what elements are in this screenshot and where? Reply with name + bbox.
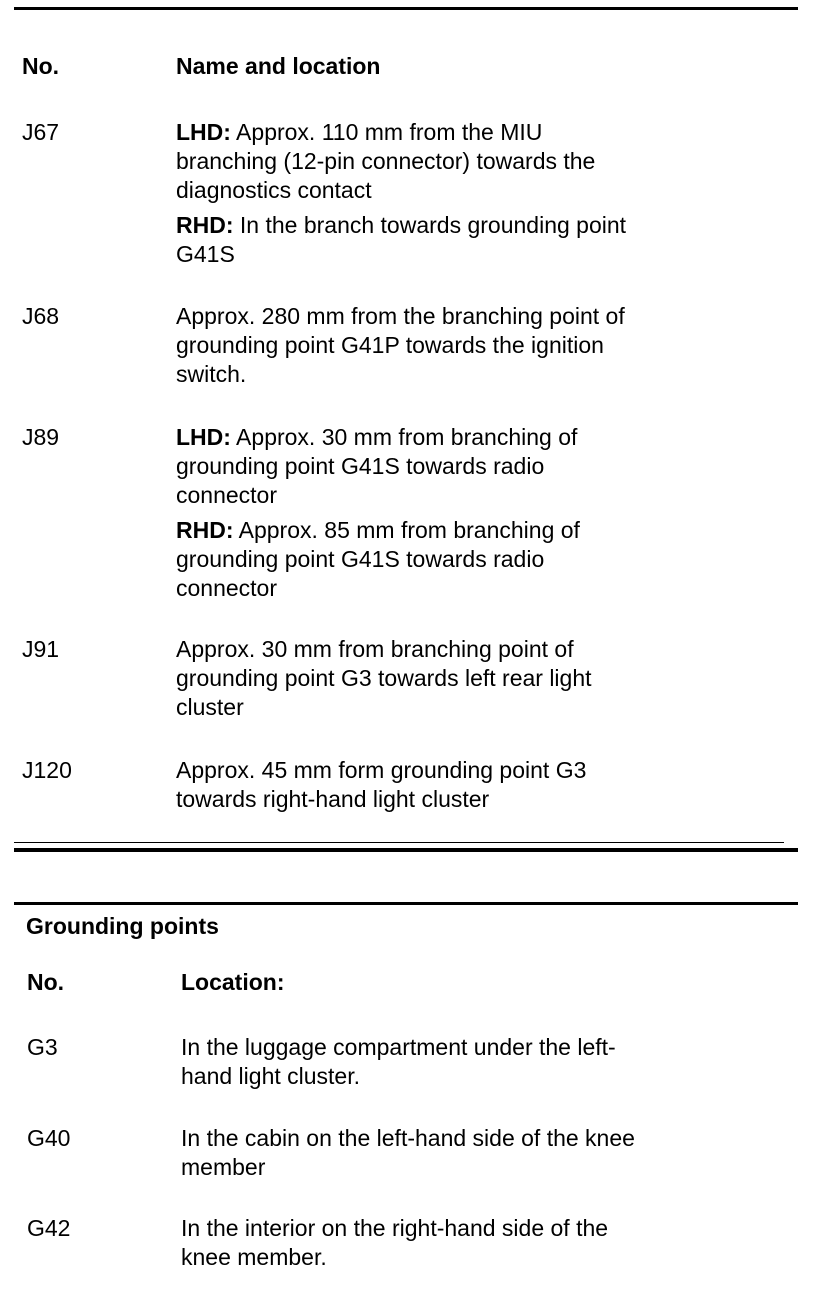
row-j67-lhd-line-3: diagnostics contact: [176, 177, 372, 203]
row-j91-line-3: cluster: [176, 694, 244, 720]
row-j67-rhd-line-1: RHD: In the branch towards grounding point: [176, 212, 627, 238]
row-j89-lhd-line-2: grounding point G41S towards radio: [176, 453, 545, 479]
row-g42-no: G42: [27, 1215, 71, 1241]
row-g40-line-1: In the cabin on the left-hand side of the knee: [181, 1125, 635, 1151]
row-j68-line-3: switch.: [176, 361, 247, 387]
row-j68-line-2: grounding point G41P towards the ignition: [176, 332, 604, 358]
top-rule: [14, 7, 798, 10]
row-j89-rhd-line-1: RHD: Approx. 85 mm from branching of: [176, 517, 580, 543]
rhd-tag: RHD:: [176, 517, 234, 543]
row-j89-lhd-line-3: connector: [176, 482, 278, 508]
row-j67-rhd-line-2: G41S: [176, 241, 235, 267]
row-j67-no: J67: [22, 119, 60, 145]
row-j120-line-2: towards right-hand light cluster: [176, 786, 490, 812]
row-j89-rhd-line-3: connector: [176, 575, 278, 601]
row-j120-line-1: Approx. 45 mm form grounding point G3: [176, 757, 587, 783]
grounding-title: Grounding points: [26, 913, 219, 939]
row-g40-desc: [181, 1124, 635, 1182]
row-g3-no: G3: [27, 1034, 58, 1060]
row-j120-desc: [176, 756, 586, 814]
grounding-top-rule: [14, 902, 798, 905]
junctions-header-no: No.: [22, 53, 60, 79]
grounding-header-location: Location:: [181, 969, 285, 995]
row-j67-lhd-line-2: branching (12-pin connector) towards the: [176, 148, 596, 174]
row-j89-no: J89: [22, 424, 60, 450]
row-g42-desc: [181, 1214, 608, 1272]
grounding-header-no: No.: [27, 969, 65, 995]
row-j91-no: J91: [22, 636, 60, 662]
lhd-tag: LHD:: [176, 119, 231, 145]
row-j89-desc: [176, 423, 580, 603]
row-j68-desc: [176, 302, 625, 389]
row-j89-lhd-line-1: LHD: Approx. 30 mm from branching of: [176, 424, 578, 450]
rhd-tag: RHD:: [176, 212, 234, 238]
row-j68-no: J68: [22, 303, 60, 329]
table-end-thick-rule: [14, 848, 798, 852]
row-j67-desc: [176, 118, 626, 269]
row-g40-no: G40: [27, 1125, 71, 1151]
row-j67-lhd-line-1: LHD: Approx. 110 mm from the MIU: [176, 119, 543, 145]
junctions-header-name: Name and location: [176, 53, 381, 79]
row-j89-rhd-line-2: grounding point G41S towards radio: [176, 546, 545, 572]
row-g42-line-2: knee member.: [181, 1244, 327, 1270]
lhd-tag: LHD:: [176, 424, 231, 450]
row-j91-line-1: Approx. 30 mm from branching point of: [176, 636, 574, 662]
row-j91-line-2: grounding point G3 towards left rear light: [176, 665, 592, 691]
table-end-thin-rule: [14, 842, 784, 843]
row-j68-line-1: Approx. 280 mm from the branching point of: [176, 303, 625, 329]
row-g3-line-2: hand light cluster.: [181, 1063, 361, 1089]
row-j91-desc: [176, 635, 592, 722]
row-j120-no: J120: [22, 757, 72, 783]
row-g42-line-1: In the interior on the right-hand side of the: [181, 1215, 609, 1241]
row-g3-line-1: In the luggage compartment under the left-: [181, 1034, 616, 1060]
row-g40-line-2: member: [181, 1154, 266, 1180]
row-g3-desc: [181, 1033, 616, 1091]
